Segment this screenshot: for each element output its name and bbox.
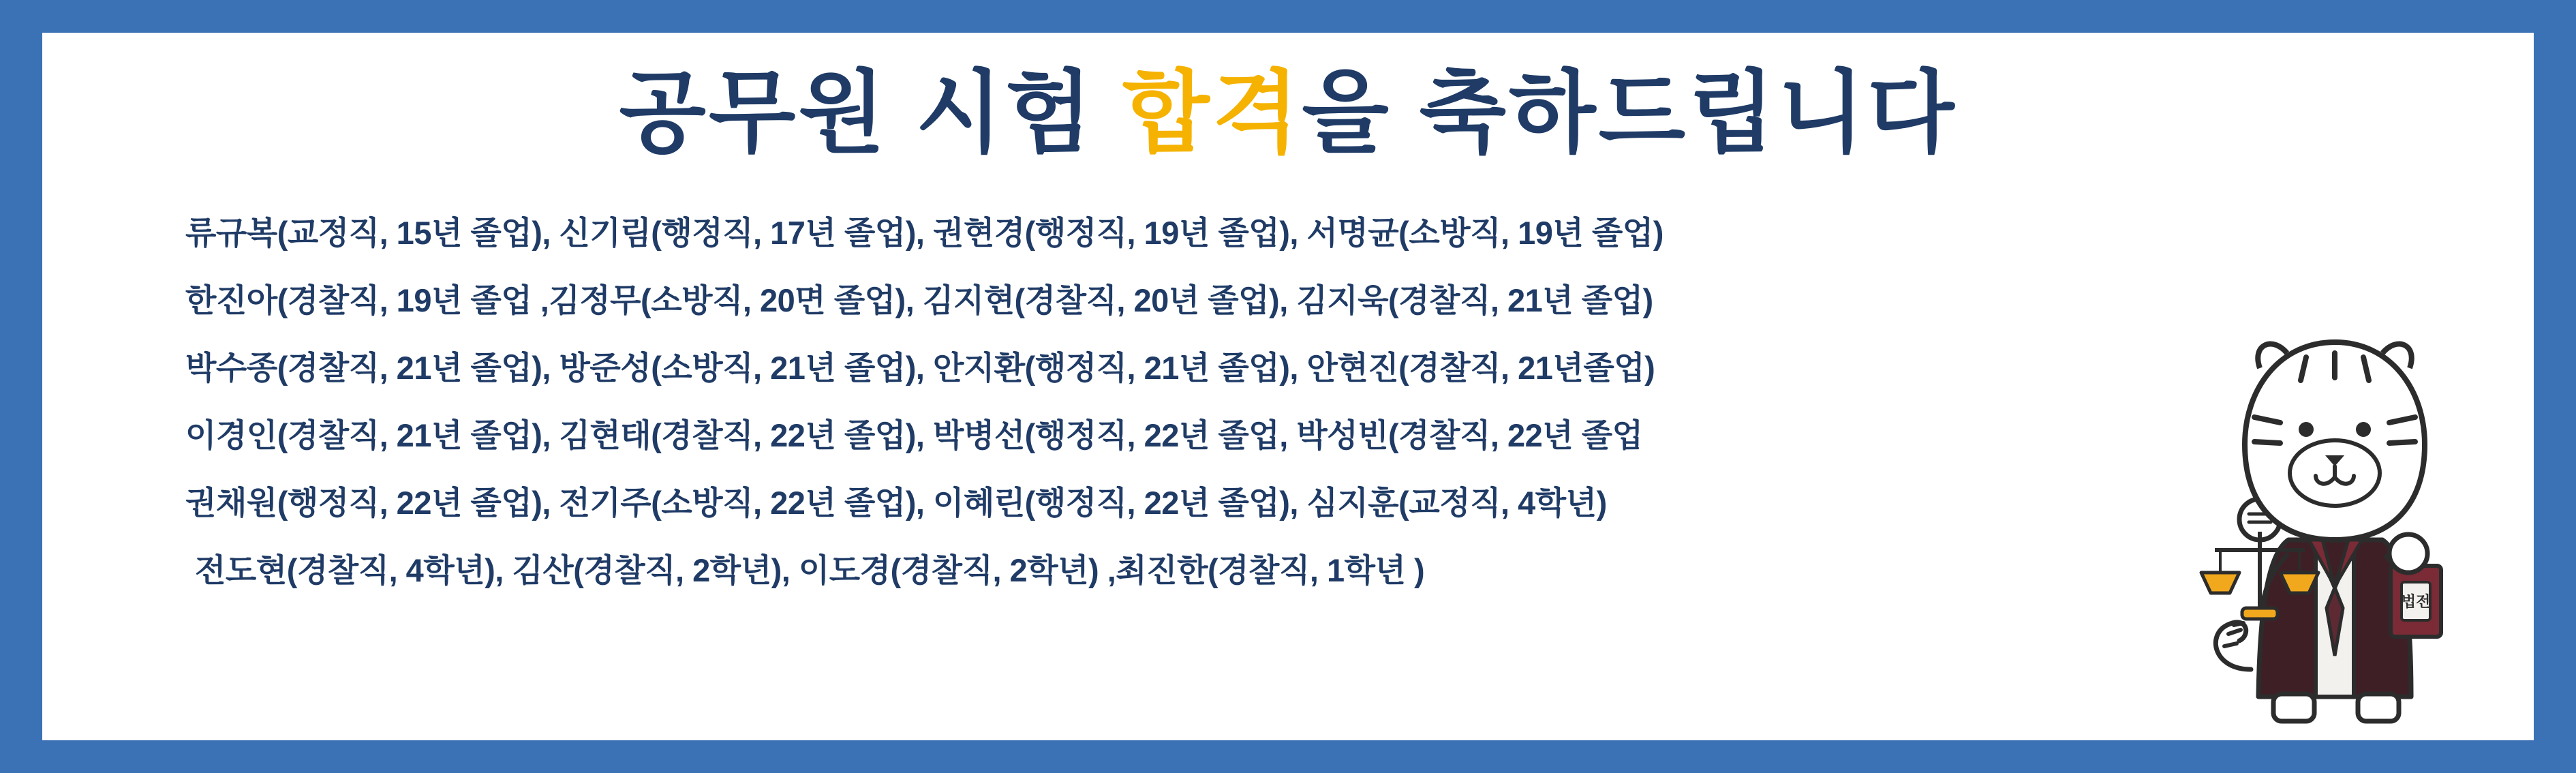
- tiger-judge-mascot-icon: [2186, 315, 2506, 738]
- list-item: 류규복(교정직, 15년 졸업), 신기림(행정직, 17년 졸업), 권현경(행정직, 19년 졸업), 서명균(소방직, 19년 졸업): [185, 215, 1663, 251]
- list-item: 박수종(경찰직, 21년 졸업), 방준성(소방직, 21년 졸업), 안지환(행정직, 21년 졸업), 안현진(경찰직, 21년졸업): [185, 350, 1655, 386]
- page-title: [42, 61, 2534, 165]
- list-item: 이경인(경찰직, 21년 졸업), 김현태(경찰직, 22년 졸업), 박병선(행정직, 22년 졸업, 박성빈(경찰직, 22년 졸업: [185, 417, 1643, 453]
- headline-part-2: 을 축하드립니다: [1302, 63, 1957, 163]
- list-item: 권채원(행정직, 22년 졸업), 전기주(소방직, 22년 졸업), 이혜린(행정직, 22년 졸업), 심지훈(교정직, 4학년): [185, 485, 1607, 521]
- headline-part-1: 공무원 시험: [619, 63, 1123, 163]
- law-book-label: 법전: [2401, 593, 2431, 610]
- banner-inner-panel: [42, 33, 2534, 740]
- headline-highlight: 합격: [1122, 63, 1302, 163]
- list-item: 전도현(경찰직, 4학년), 김산(경찰직, 2학년), 이도경(경찰직, 2학년) ,최진한(경찰직, 1학년 ): [195, 552, 1425, 588]
- list-item: 한진아(경찰직, 19년 졸업 ,김정무(소방직, 20면 졸업), 김지현(경찰직, 20년 졸업), 김지욱(경찰직, 21년 졸업): [185, 282, 1653, 318]
- passer-name-list: [42, 217, 2534, 586]
